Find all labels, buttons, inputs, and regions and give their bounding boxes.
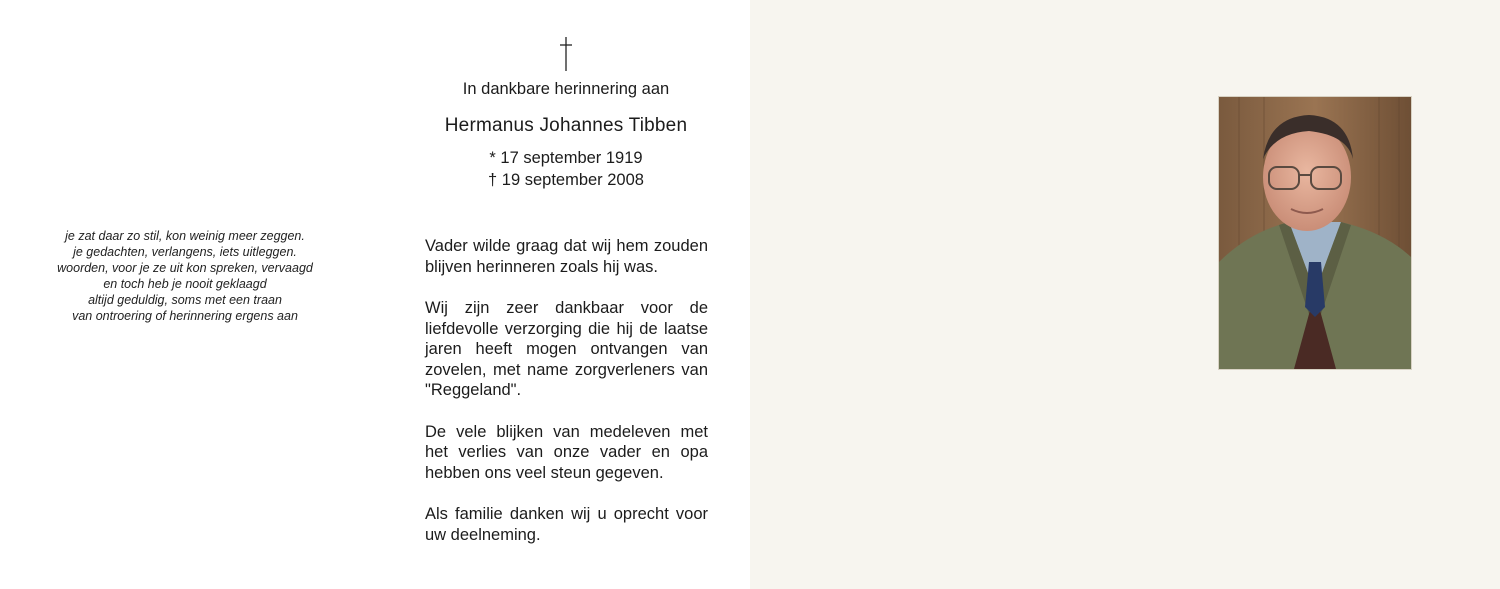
poem-line: altijd geduldig, soms met een traan bbox=[88, 293, 282, 307]
thank-you-text bbox=[425, 236, 708, 566]
paragraph: Als familie danken wij u oprecht voor uw deelneming. bbox=[425, 505, 708, 544]
intro-text: In dankbare herinnering aan bbox=[462, 80, 670, 98]
poem-line: van ontroering of herinnering ergens aan bbox=[72, 309, 298, 323]
birth-date: * 17 september 1919 bbox=[489, 149, 643, 167]
paragraph: Wij zijn zeer dankbaar voor de liefdevolle verzorging die hij de laatse jaren heeft mogen ontvangen van zovelen, met name zorgverleners van "Reggeland". bbox=[425, 299, 708, 399]
deceased-name: Hermanus Johannes Tibben bbox=[444, 115, 688, 136]
poem bbox=[40, 228, 330, 324]
cross-icon bbox=[558, 36, 574, 72]
dates bbox=[420, 147, 712, 191]
paragraph: Vader wilde graag dat wij hem zouden blijven herinneren zoals hij was. bbox=[425, 237, 708, 276]
portrait-photo bbox=[1218, 96, 1412, 370]
death-date: † 19 september 2008 bbox=[488, 171, 644, 189]
poem-line: je gedachten, verlangens, iets uitleggen. bbox=[73, 245, 297, 259]
poem-line: en toch heb je nooit geklaagd bbox=[103, 277, 267, 291]
portrait-image bbox=[1219, 97, 1411, 369]
poem-line: woorden, voor je ze uit kon spreken, vervaagd bbox=[57, 261, 313, 275]
poem-line: je zat daar zo stil, kon weinig meer zeggen. bbox=[65, 229, 305, 243]
memorial-header bbox=[420, 36, 712, 191]
paragraph: De vele blijken van medeleven met het verlies van onze vader en opa hebben ons veel steun gegeven. bbox=[425, 422, 708, 482]
